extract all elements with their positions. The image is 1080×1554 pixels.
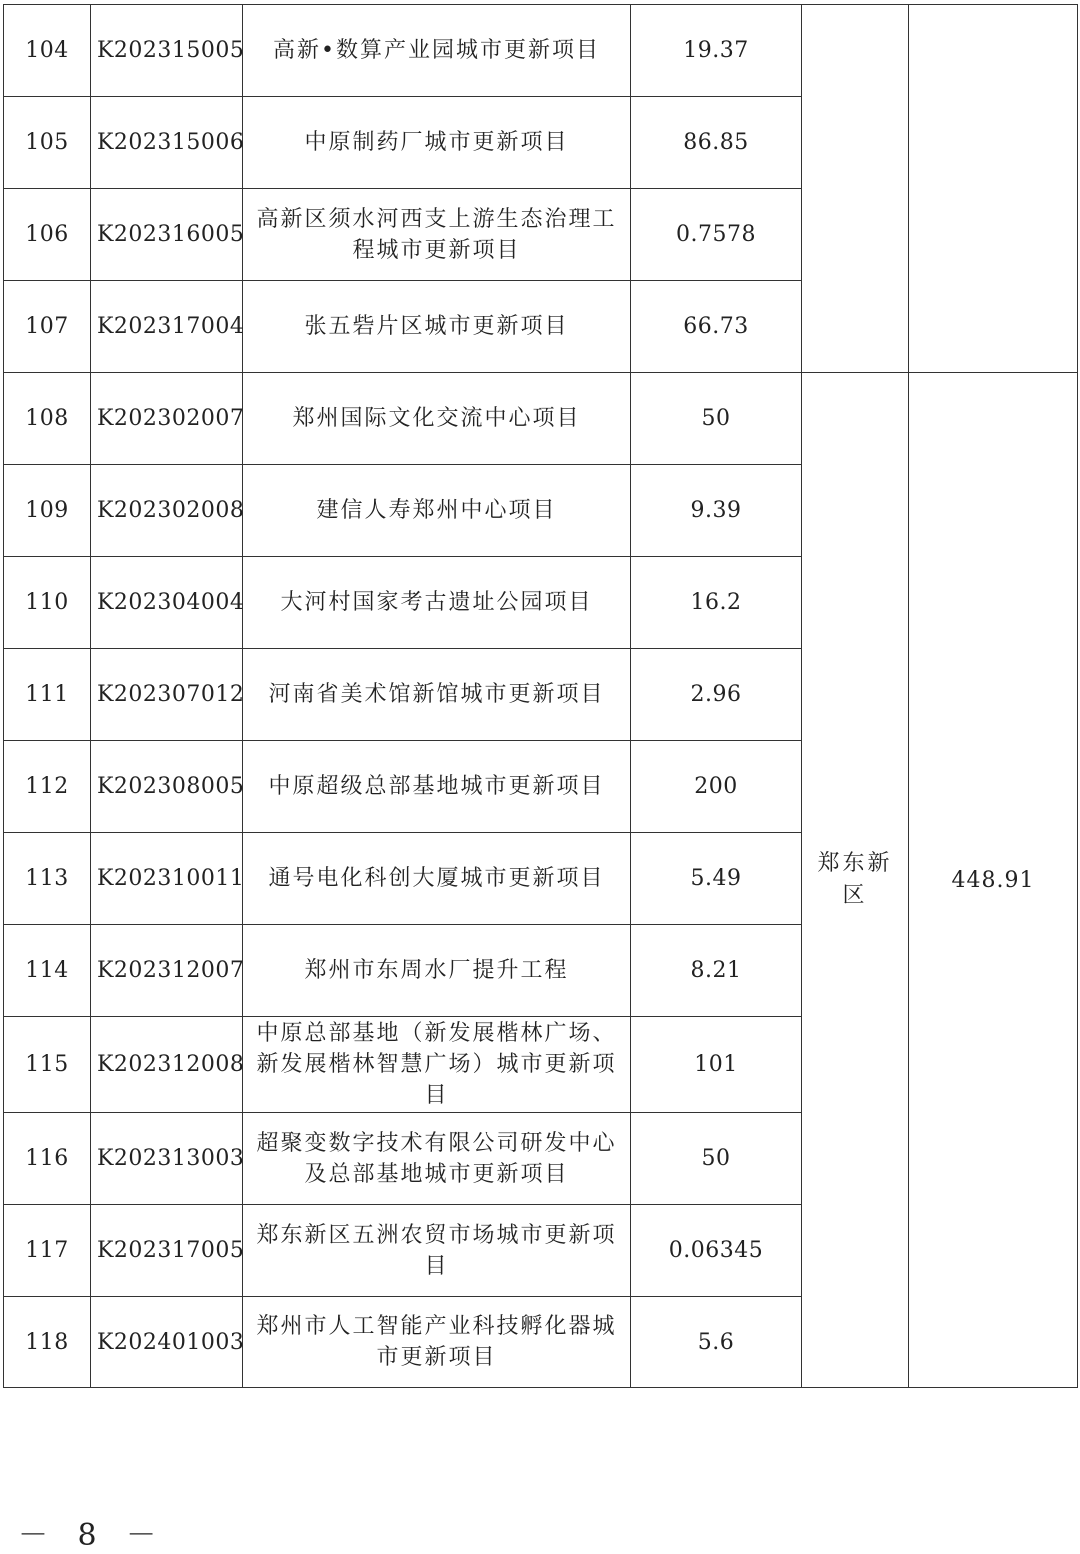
- project-amount: 0.7578: [631, 189, 802, 281]
- row-number: 116: [4, 1113, 91, 1205]
- project-name: 郑州市东周水厂提升工程: [243, 925, 631, 1017]
- row-number: 107: [4, 281, 91, 373]
- project-name: 中原超级总部基地城市更新项目: [243, 741, 631, 833]
- project-amount: 0.06345: [631, 1205, 802, 1297]
- district-total-cell-previous: [909, 5, 1078, 373]
- project-amount: 86.85: [631, 97, 802, 189]
- project-code: K202312007: [91, 925, 243, 1017]
- project-code: K202315006: [91, 97, 243, 189]
- project-code: K202401003: [91, 1297, 243, 1388]
- project-table: [3, 4, 1078, 1388]
- project-amount: 101: [631, 1017, 802, 1113]
- row-number: 112: [4, 741, 91, 833]
- project-amount: 50: [631, 373, 802, 465]
- row-number: 110: [4, 557, 91, 649]
- project-code: K202315005: [91, 5, 243, 97]
- table-row: [4, 373, 1078, 465]
- project-amount: 5.49: [631, 833, 802, 925]
- project-code: K202313003: [91, 1113, 243, 1205]
- row-number: 118: [4, 1297, 91, 1388]
- table-row: [4, 5, 1078, 97]
- row-number: 104: [4, 5, 91, 97]
- project-code: K202302008: [91, 465, 243, 557]
- project-name: 建信人寿郑州中心项目: [243, 465, 631, 557]
- row-number: 109: [4, 465, 91, 557]
- page-number: － 8 －: [18, 1518, 167, 1553]
- project-name: 郑州市人工智能产业科技孵化器城市更新项目: [243, 1297, 631, 1388]
- project-code: K202316005: [91, 189, 243, 281]
- project-name: 中原总部基地（新发展楷林广场、新发展楷林智慧广场）城市更新项目: [243, 1017, 631, 1113]
- row-number: 106: [4, 189, 91, 281]
- row-number: 115: [4, 1017, 91, 1113]
- project-name: 大河村国家考古遗址公园项目: [243, 557, 631, 649]
- project-amount: 200: [631, 741, 802, 833]
- project-amount: 2.96: [631, 649, 802, 741]
- project-amount: 19.37: [631, 5, 802, 97]
- project-code: K202317004: [91, 281, 243, 373]
- district-cell-previous: [802, 5, 909, 373]
- project-name: 中原制药厂城市更新项目: [243, 97, 631, 189]
- project-code: K202307012: [91, 649, 243, 741]
- project-code: K202310011: [91, 833, 243, 925]
- project-amount: 16.2: [631, 557, 802, 649]
- project-name: 高新区须水河西支上游生态治理工程城市更新项目: [243, 189, 631, 281]
- project-name: 河南省美术馆新馆城市更新项目: [243, 649, 631, 741]
- row-number: 114: [4, 925, 91, 1017]
- project-amount: 9.39: [631, 465, 802, 557]
- project-name: 通号电化科创大厦城市更新项目: [243, 833, 631, 925]
- project-name: 郑州国际文化交流中心项目: [243, 373, 631, 465]
- project-amount: 8.21: [631, 925, 802, 1017]
- row-number: 113: [4, 833, 91, 925]
- project-code: K202304004: [91, 557, 243, 649]
- row-number: 111: [4, 649, 91, 741]
- district-total: 448.91: [909, 373, 1078, 1388]
- project-amount: 5.6: [631, 1297, 802, 1388]
- project-name: 郑东新区五洲农贸市场城市更新项目: [243, 1205, 631, 1297]
- row-number: 105: [4, 97, 91, 189]
- row-number: 117: [4, 1205, 91, 1297]
- project-name: 张五砦片区城市更新项目: [243, 281, 631, 373]
- project-amount: 50: [631, 1113, 802, 1205]
- project-amount: 66.73: [631, 281, 802, 373]
- project-code: K202308005: [91, 741, 243, 833]
- project-name: 高新•数算产业园城市更新项目: [243, 5, 631, 97]
- project-code: K202312008: [91, 1017, 243, 1113]
- district-name: 郑东新区: [802, 373, 909, 1388]
- project-name: 超聚变数字技术有限公司研发中心及总部基地城市更新项目: [243, 1113, 631, 1205]
- project-code: K202317005: [91, 1205, 243, 1297]
- row-number: 108: [4, 373, 91, 465]
- project-code: K202302007: [91, 373, 243, 465]
